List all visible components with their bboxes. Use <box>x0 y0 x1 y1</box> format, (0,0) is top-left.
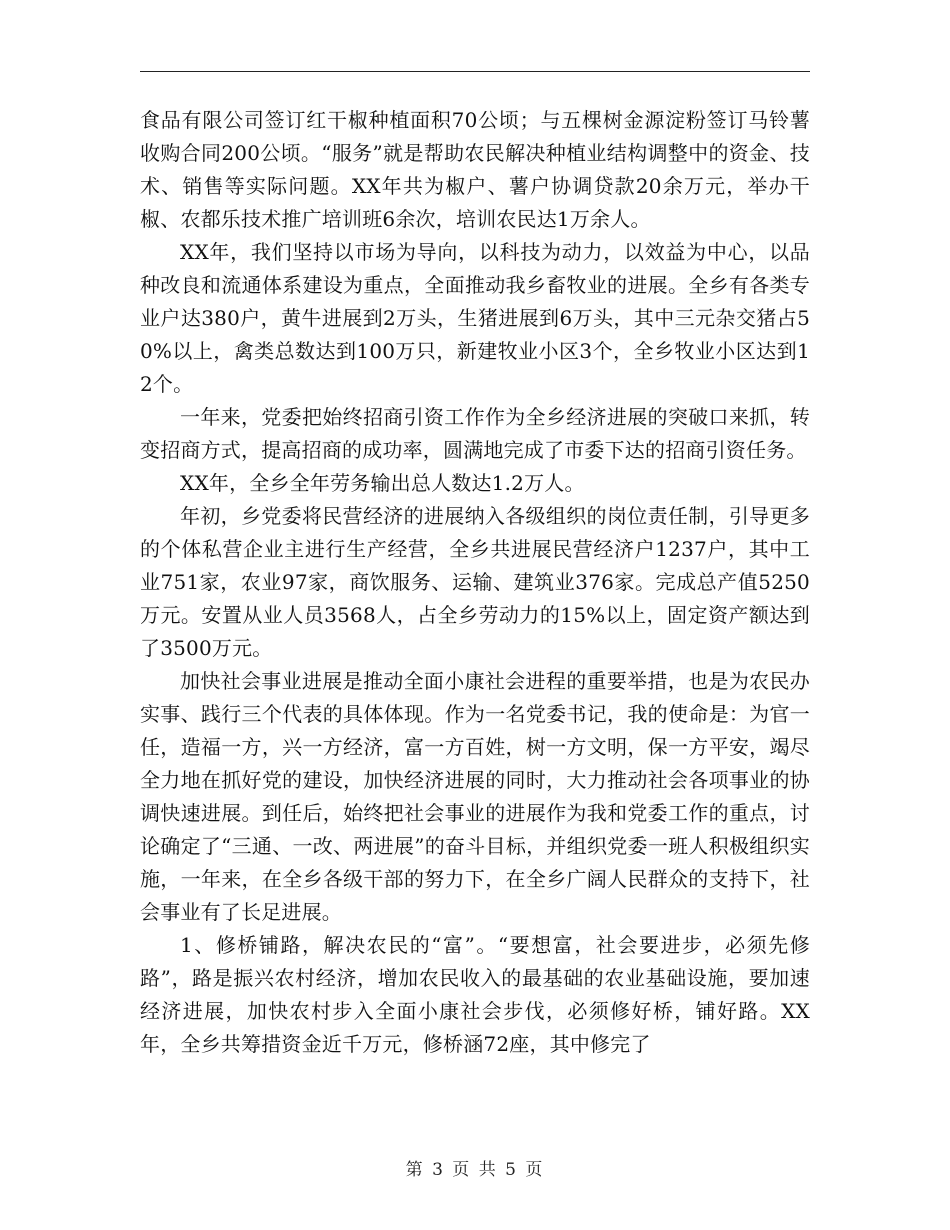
paragraph-continued: 食品有限公司签订红干椒种植面积70公顷；与五棵树金源淀粉签订马铃薯收购合同200公顷。“服务”就是帮助农民解决种植业结构调整中的资金、技术、销售等实际问题。XX年共为椒户、薯户协调贷款20余万元，举办干椒、农都乐技术推广培训班6余次，培训农民达1万余人。 <box>140 108 810 231</box>
document-body <box>140 104 810 1061</box>
page-number: 第 3 页 共 5 页 <box>405 1160 545 1180</box>
paragraph-roads-bridges: 1、修桥铺路，解决农民的“富”。“要想富，社会要进步，必须先修路”，路是振兴农村经济，增加农民收入的最基础的农业基础设施，要加速经济进展，加快农村步入全面小康社会步伐，必须修好桥，铺好路。XX年，全乡共筹措资金近千万元，修桥涵72座，其中修完了 <box>140 933 810 1056</box>
paragraph-investment: 一年来，党委把始终招商引资工作作为全乡经济进展的突破口来抓，转变招商方式，提高招商的成功率，圆满地完成了市委下达的招商引资任务。 <box>140 405 810 462</box>
paragraph-private-economy: 年初，乡党委将民营经济的进展纳入各级组织的岗位责任制，引导更多的个体私营企业主进行生产经营，全乡共进展民营经济户1237户，其中工业751家，农业97家，商饮服务、运输、建筑业376家。完成总产值5250万元。安置从业人员3568人，占全乡劳动力的15%以上，固定资产额达到了3500万元。 <box>140 504 810 660</box>
header-rule <box>140 71 810 72</box>
paragraph-labor-export: XX年，全乡全年劳务输出总人数达1.2万人。 <box>180 471 585 495</box>
paragraph-livestock: XX年，我们坚持以市场为导向，以科技为动力，以效益为中心，以品种改良和流通体系建设为重点，全面推动我乡畜牧业的进展。全乡有各类专业户达380户，黄牛进展到2万头，生猪进展到6万头，其中三元杂交猪占50%以上，禽类总数达到100万只，新建牧业小区3个，全乡牧业小区达到12个。 <box>140 240 810 396</box>
paragraph-social-affairs: 加快社会事业进展是推动全面小康社会进程的重要举措，也是为农民办实事、践行三个代表的具体体现。作为一名党委书记，我的使命是：为官一任，造福一方，兴一方经济，富一方百姓，树一方文明，保一方平安，竭尽全力地在抓好党的建设，加快经济进展的同时，大力推动社会各项事业的协调快速进展。到任后，始终把社会事业的进展作为我和党委工作的重点，讨论确定了“三通、一改、两进展”的奋斗目标，并组织党委一班人积极组织实施，一年来，在全乡各级干部的努力下，在全乡广阔人民群众的支持下，社会事业有了长足进展。 <box>140 669 810 924</box>
